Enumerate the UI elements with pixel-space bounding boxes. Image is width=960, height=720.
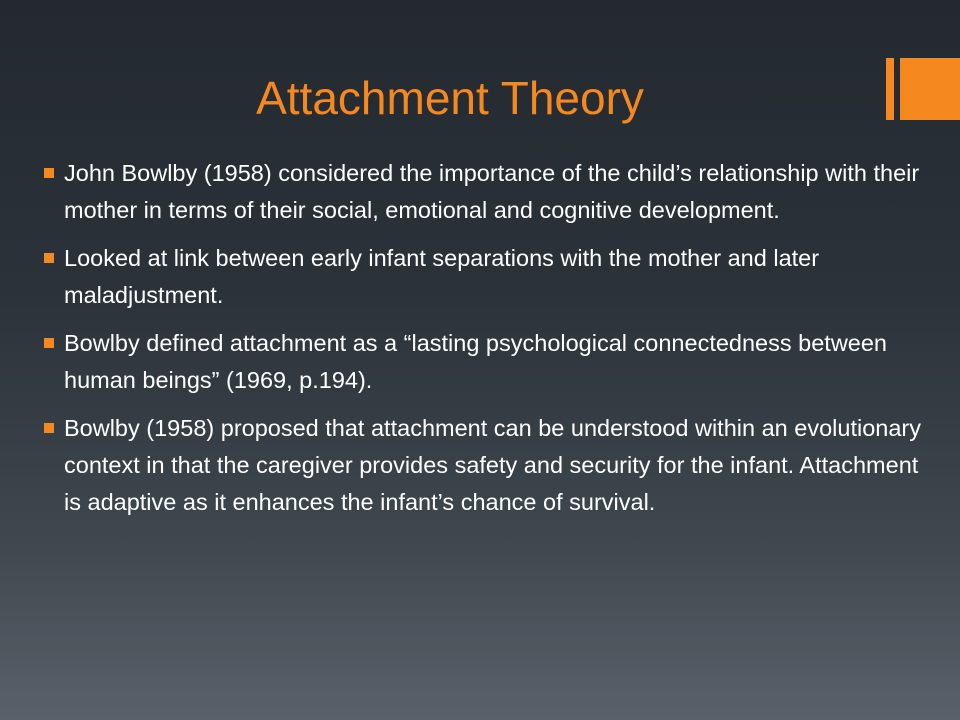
bullet-list xyxy=(44,155,924,532)
bullet-text: John Bowlby (1958) considered the importance of the child’s relationship with their mother in terms of their social, emotional and cognitive development. xyxy=(64,160,920,223)
bullet-item xyxy=(44,240,924,314)
square-bullet-icon xyxy=(44,168,54,178)
bullet-text: Bowlby (1958) proposed that attachment can be understood within an evolutionary context in that the caregiver provides safety and security for the infant. Attachment is adaptive as it enhances the infant’s chance of survival. xyxy=(64,415,921,515)
accent-block xyxy=(900,58,960,120)
square-bullet-icon xyxy=(44,253,54,263)
slide-title: Attachment Theory xyxy=(256,72,644,124)
square-bullet-icon xyxy=(44,338,54,348)
bullet-item xyxy=(44,155,924,229)
bullet-item xyxy=(44,325,924,399)
square-bullet-icon xyxy=(44,423,54,433)
bullet-text: Looked at link between early infant separations with the mother and later maladjustment. xyxy=(64,245,820,308)
bullet-text: Bowlby defined attachment as a “lasting psychological connectedness between human beings” (1969, p.194). xyxy=(64,330,888,393)
bullet-item xyxy=(44,410,924,521)
